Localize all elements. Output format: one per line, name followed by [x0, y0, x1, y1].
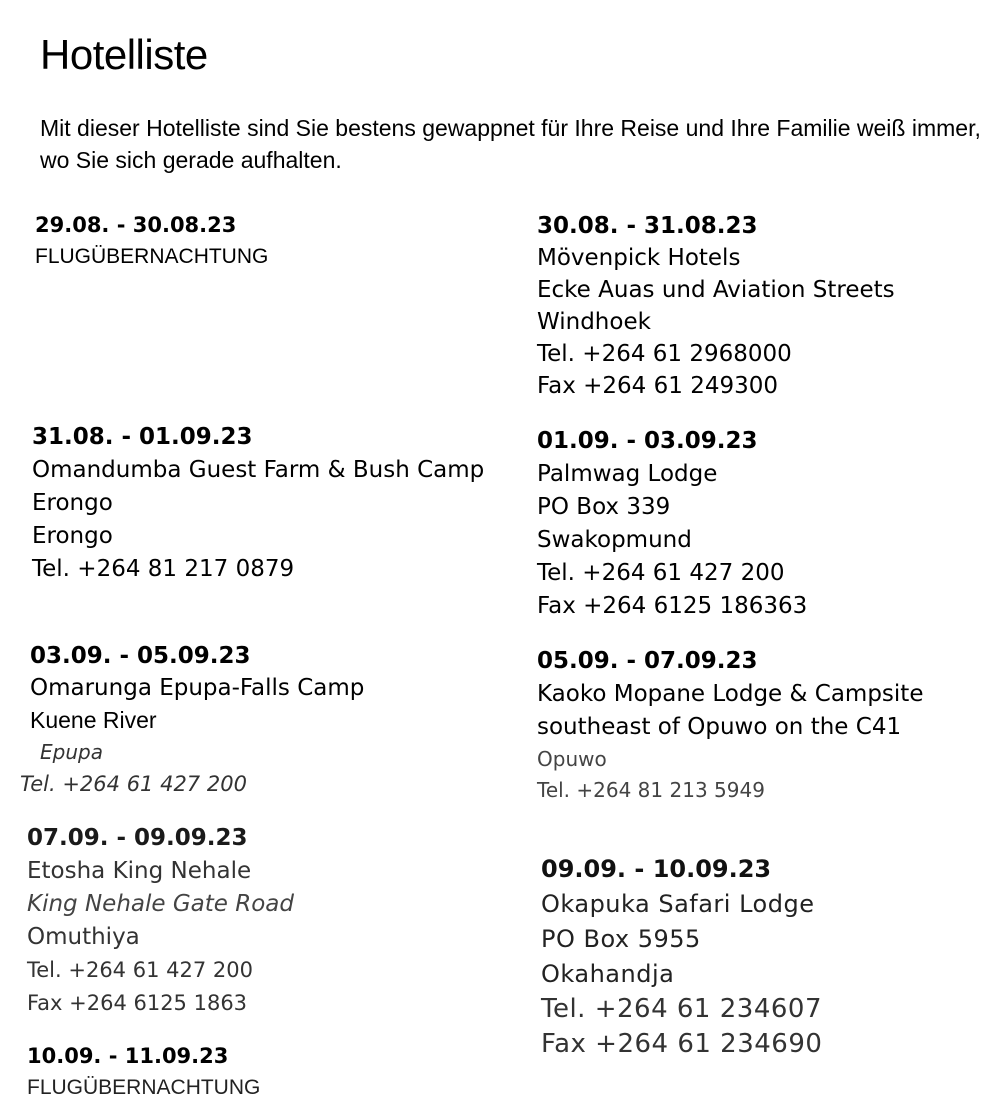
hotel-phone: Tel. +264 61 2968000 — [537, 341, 792, 367]
hotel-address: southeast of Opuwo on the C41 — [537, 714, 902, 740]
hotel-entry — [35, 209, 268, 273]
stay-dates: 30.08. - 31.08.23 — [537, 213, 758, 239]
hotel-entry — [32, 421, 484, 586]
hotel-name: Omandumba Guest Farm & Bush Camp — [32, 457, 485, 483]
intro-text: Mit dieser Hotelliste sind Sie bestens gewappnet für Ihre Reise und Ihre Familie weiß immer, wo Sie sich gerade aufhalten. — [40, 115, 981, 173]
hotel-entry — [27, 1040, 260, 1104]
hotel-phone: Tel. +264 61 234607 — [541, 994, 822, 1024]
hotel-city: Omuthiya — [27, 924, 140, 950]
hotel-name: Palmwag Lodge — [537, 461, 718, 487]
hotel-note: FLUGÜBERNACHTUNG — [27, 1076, 261, 1099]
hotel-city: Swakopmund — [537, 527, 692, 553]
hotel-address: Erongo — [32, 490, 113, 516]
hotel-city: Okahandja — [541, 960, 675, 988]
stay-dates: 29.08. - 30.08.23 — [35, 213, 237, 237]
hotel-name: Omarunga Epupa-Falls Camp — [30, 675, 365, 701]
hotel-address: King Nehale Gate Road — [27, 891, 294, 917]
hotel-entry — [537, 645, 923, 806]
hotel-address: Kuene River — [30, 707, 157, 733]
hotel-city: Erongo — [32, 523, 113, 549]
hotel-name: Okapuka Safari Lodge — [541, 890, 815, 918]
hotel-entry — [537, 210, 895, 402]
stay-dates: 03.09. - 05.09.23 — [30, 643, 251, 669]
stay-dates: 09.09. - 10.09.23 — [541, 855, 772, 883]
hotel-entry — [27, 822, 294, 1020]
hotel-city: Epupa — [40, 740, 103, 764]
hotel-phone: Tel. +264 81 217 0879 — [32, 556, 295, 582]
hotel-name: Mövenpick Hotels — [537, 245, 741, 271]
stay-dates: 05.09. - 07.09.23 — [537, 648, 758, 674]
hotel-city: Opuwo — [537, 747, 607, 771]
hotel-fax: Fax +264 6125 186363 — [537, 593, 808, 619]
hotel-note: FLUGÜBERNACHTUNG — [35, 245, 269, 268]
hotel-phone: Tel. +264 81 213 5949 — [537, 778, 765, 802]
hotel-fax: Fax +264 61 234690 — [541, 1029, 823, 1059]
hotel-phone: Tel. +264 61 427 200 — [20, 772, 247, 796]
hotel-address: PO Box 339 — [537, 494, 671, 520]
stay-dates: 31.08. - 01.09.23 — [32, 424, 253, 450]
hotel-entry — [541, 852, 822, 1062]
hotel-address: PO Box 5955 — [541, 925, 701, 953]
hotel-entry — [20, 640, 365, 800]
stay-dates: 07.09. - 09.09.23 — [27, 825, 248, 851]
page-title: Hotelliste — [40, 31, 208, 78]
hotel-name: Kaoko Mopane Lodge & Campsite — [537, 681, 924, 707]
hotel-fax: Fax +264 6125 1863 — [27, 991, 248, 1015]
stay-dates: 10.09. - 11.09.23 — [27, 1044, 229, 1068]
hotel-fax: Fax +264 61 249300 — [537, 373, 778, 399]
stay-dates: 01.09. - 03.09.23 — [537, 428, 758, 454]
hotel-phone: Tel. +264 61 427 200 — [537, 560, 785, 586]
hotel-phone: Tel. +264 61 427 200 — [27, 958, 253, 982]
hotel-city: Windhoek — [537, 309, 651, 335]
hotel-address: Ecke Auas und Aviation Streets — [537, 277, 895, 303]
hotel-entry — [537, 425, 807, 623]
hotel-name: Etosha King Nehale — [27, 858, 252, 884]
